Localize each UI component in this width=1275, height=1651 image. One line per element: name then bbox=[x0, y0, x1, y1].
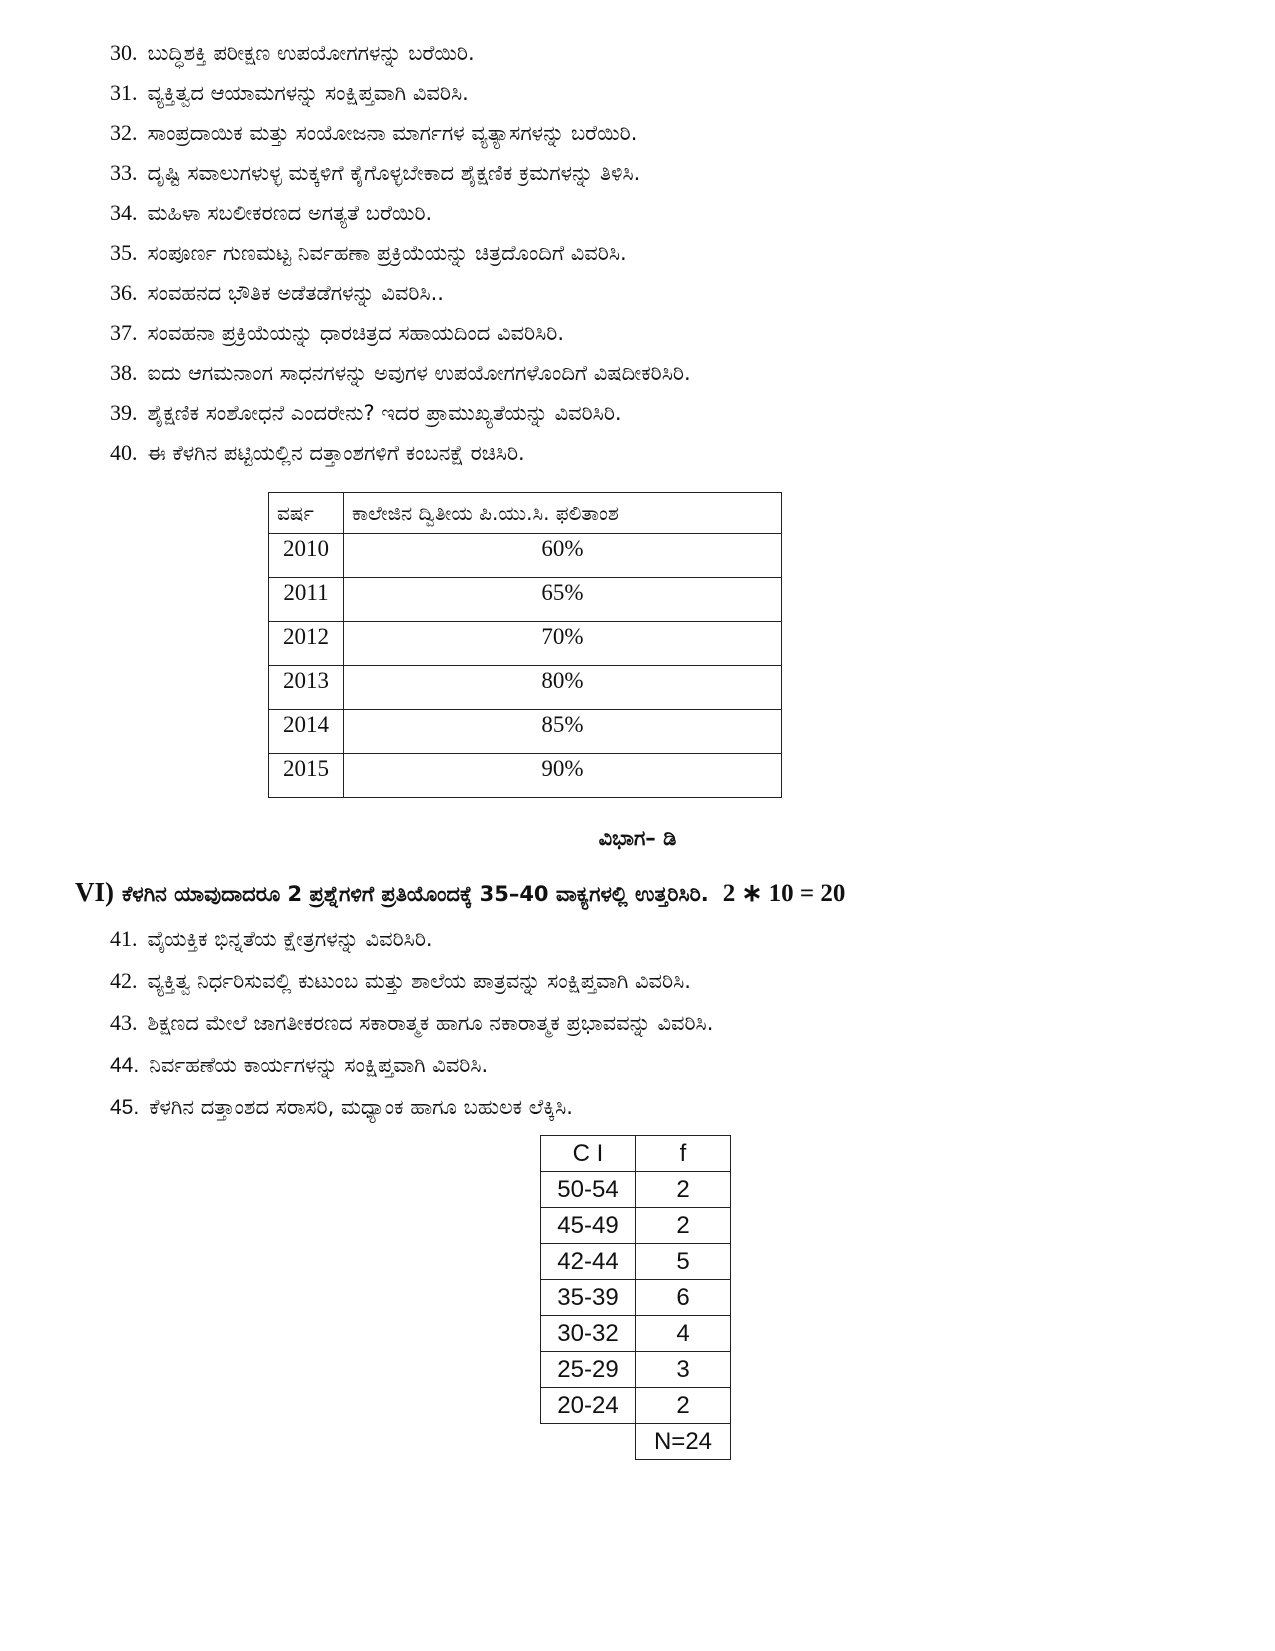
table-row bbox=[269, 666, 782, 710]
table-header-row bbox=[541, 1136, 731, 1172]
question-number: 42. bbox=[110, 968, 138, 993]
blank-cell bbox=[541, 1424, 636, 1460]
header-ci: C I bbox=[541, 1136, 636, 1172]
question-number: 43. bbox=[110, 1010, 138, 1035]
table-header-row bbox=[269, 493, 782, 534]
year-cell: 2011 bbox=[269, 578, 344, 622]
table-row bbox=[541, 1208, 731, 1244]
table-row bbox=[269, 534, 782, 578]
ci-cell: 30-32 bbox=[541, 1316, 636, 1352]
table-row bbox=[269, 578, 782, 622]
ci-cell: 20-24 bbox=[541, 1388, 636, 1424]
section-marks: 2 ∗ 10 = 20 bbox=[722, 880, 846, 907]
question-42 bbox=[110, 966, 691, 996]
table-row bbox=[541, 1352, 731, 1388]
ci-cell: 50-54 bbox=[541, 1172, 636, 1208]
question-text: ಸಂವಹನಾ ಪ್ರಕ್ರಿಯೆಯನ್ನು ಧಾರಚಿತ್ರದ ಸಹಾಯದಿಂದ ವಿವರಿಸಿರಿ. bbox=[147, 321, 565, 345]
result-cell: 85% bbox=[344, 710, 782, 754]
table-row bbox=[541, 1244, 731, 1280]
year-cell: 2010 bbox=[269, 534, 344, 578]
question-text: ಕೆಳಗಿನ ದತ್ತಾಂಶದ ಸರಾಸರಿ, ಮಧ್ಯಾಂಕ ಹಾಗೂ ಬಹುಲಕ ಲೆಕ್ಕಿಸಿ. bbox=[149, 1095, 573, 1119]
f-cell: 2 bbox=[636, 1388, 731, 1424]
question-30 bbox=[110, 38, 475, 68]
header-result: ಕಾಲೇಜಿನ ದ್ವಿತೀಯ ಪಿ.ಯು.ಸಿ. ಫಲಿತಾಂಶ bbox=[344, 493, 782, 534]
question-35 bbox=[110, 238, 627, 268]
question-39 bbox=[110, 398, 622, 428]
year-cell: 2013 bbox=[269, 666, 344, 710]
question-45 bbox=[110, 1092, 573, 1123]
table-row bbox=[541, 1388, 731, 1424]
question-number: 44. bbox=[110, 1054, 140, 1077]
year-cell: 2014 bbox=[269, 710, 344, 754]
question-number: 34. bbox=[110, 200, 138, 225]
question-number: 32. bbox=[110, 120, 138, 145]
question-36 bbox=[110, 278, 444, 308]
question-34 bbox=[110, 198, 432, 228]
table-row bbox=[541, 1280, 731, 1316]
result-cell: 80% bbox=[344, 666, 782, 710]
question-text: ಶಿಕ್ಷಣದ ಮೇಲೆ ಜಾಗತೀಕರಣದ ಸಕಾರಾತ್ಮಕ ಹಾಗೂ ನಕಾರಾತ್ಮಕ ಪ್ರಭಾವವನ್ನು ವಿವರಿಸಿ. bbox=[147, 1011, 714, 1035]
header-f: f bbox=[636, 1136, 731, 1172]
question-number: 38. bbox=[110, 360, 138, 385]
question-text: ವ್ಯಕ್ತಿತ್ವ ನಿರ್ಧರಿಸುವಲ್ಲಿ ಕುಟುಂಬ ಮತ್ತು ಶಾಲೆಯ ಪಾತ್ರವನ್ನು ಸಂಕ್ಷಿಪ್ತವಾಗಿ ವಿವರಿಸಿ. bbox=[147, 969, 691, 993]
result-cell: 60% bbox=[344, 534, 782, 578]
instruction-text: ಕೆಳಗಿನ ಯಾವುದಾದರೂ 2 ಪ್ರಶ್ನೆಗಳಿಗೆ ಪ್ರತಿಯೊಂದಕ್ಕೆ 35–40 ವಾಕ್ಯಗಳಲ್ಲಿ ಉತ್ತರಿಸಿರಿ. bbox=[122, 882, 709, 906]
f-cell: 4 bbox=[636, 1316, 731, 1352]
question-text: ಸಂವಹನದ ಭೌತಿಕ ಅಡೆತಡೆಗಳನ್ನು ವಿವರಿಸಿ.. bbox=[147, 281, 444, 305]
question-number: 35. bbox=[110, 240, 138, 265]
question-number: 30. bbox=[110, 40, 138, 65]
question-38 bbox=[110, 358, 691, 388]
ci-cell: 25-29 bbox=[541, 1352, 636, 1388]
question-44 bbox=[110, 1050, 488, 1081]
question-text: ಐದು ಆಗಮನಾಂಗ ಸಾಧನಗಳನ್ನು ಅವುಗಳ ಉಪಯೋಗಗಳೊಂದಿಗೆ ವಿಷದೀಕರಿಸಿರಿ. bbox=[147, 361, 691, 385]
question-text: ಸಂಪೂರ್ಣ ಗುಣಮಟ್ಟ ನಿರ್ವಹಣಾ ಪ್ರಕ್ರಿಯೆಯನ್ನು ಚಿತ್ರದೊಂದಿಗೆ ವಿವರಿಸಿ. bbox=[147, 241, 627, 265]
f-cell: 6 bbox=[636, 1280, 731, 1316]
question-40 bbox=[110, 438, 525, 468]
f-cell: 3 bbox=[636, 1352, 731, 1388]
header-year: ವರ್ಷ bbox=[269, 493, 344, 534]
results-table bbox=[268, 492, 782, 798]
question-text: ದೃಷ್ಟಿ ಸವಾಲುಗಳುಳ್ಳ ಮಕ್ಕಳಿಗೆ ಕೈಗೊಳ್ಳಬೇಕಾದ ಶೈಕ್ಷಣಿಕ ಕ್ರಮಗಳನ್ನು ತಿಳಿಸಿ. bbox=[147, 161, 641, 185]
question-33 bbox=[110, 158, 640, 188]
result-cell: 65% bbox=[344, 578, 782, 622]
question-text: ಈ ಕೆಳಗಿನ ಪಟ್ಟಿಯಲ್ಲಿನ ದತ್ತಾಂಶಗಳಿಗೆ ಕಂಬನಕ್ಷೆ ರಚಿಸಿರಿ. bbox=[147, 441, 525, 465]
question-32 bbox=[110, 118, 637, 148]
question-number: 36. bbox=[110, 280, 138, 305]
ci-cell: 45-49 bbox=[541, 1208, 636, 1244]
table-row bbox=[541, 1172, 731, 1208]
result-cell: 70% bbox=[344, 622, 782, 666]
question-31 bbox=[110, 78, 469, 108]
total-cell: N=24 bbox=[636, 1424, 731, 1460]
question-41 bbox=[110, 924, 433, 954]
question-text: ಮಹಿಳಾ ಸಬಲೀಕರಣದ ಅಗತ್ಯತೆ ಬರೆಯಿರಿ. bbox=[147, 201, 433, 225]
f-cell: 5 bbox=[636, 1244, 731, 1280]
year-cell: 2015 bbox=[269, 754, 344, 798]
result-cell: 90% bbox=[344, 754, 782, 798]
question-43 bbox=[110, 1008, 713, 1038]
question-text: ವೈಯಕ್ತಿಕ ಭಿನ್ನತೆಯ ಕ್ಷೇತ್ರಗಳನ್ನು ವಿವರಿಸಿರಿ. bbox=[147, 927, 433, 951]
section-roman: VI) bbox=[75, 877, 114, 907]
year-cell: 2012 bbox=[269, 622, 344, 666]
question-number: 33. bbox=[110, 160, 138, 185]
question-text: ಬುದ್ಧಿಶಕ್ತಿ ಪರೀಕ್ಷಣ ಉಪಯೋಗಗಳನ್ನು ಬರೆಯಿರಿ. bbox=[147, 41, 475, 65]
question-text: ಸಾಂಪ್ರದಾಯಿಕ ಮತ್ತು ಸಂಯೋಜನಾ ಮಾರ್ಗಗಳ ವ್ಯತ್ಯಾಸಗಳನ್ನು ಬರೆಯಿರಿ. bbox=[147, 121, 638, 145]
question-number: 39. bbox=[110, 400, 138, 425]
ci-cell: 35-39 bbox=[541, 1280, 636, 1316]
question-number: 37. bbox=[110, 320, 138, 345]
table-total-row bbox=[541, 1424, 731, 1460]
question-number: 41. bbox=[110, 926, 138, 951]
frequency-table bbox=[540, 1135, 731, 1460]
f-cell: 2 bbox=[636, 1172, 731, 1208]
question-text: ವ್ಯಕ್ತಿತ್ವದ ಆಯಾಮಗಳನ್ನು ಸಂಕ್ಷಿಪ್ತವಾಗಿ ವಿವರಿಸಿ. bbox=[147, 81, 469, 105]
ci-cell: 42-44 bbox=[541, 1244, 636, 1280]
table-row bbox=[269, 710, 782, 754]
question-number: 40. bbox=[110, 440, 138, 465]
question-37 bbox=[110, 318, 564, 348]
question-number: 45. bbox=[110, 1096, 140, 1119]
f-cell: 2 bbox=[636, 1208, 731, 1244]
table-row bbox=[269, 622, 782, 666]
question-number: 31. bbox=[110, 80, 138, 105]
question-text: ಶೈಕ್ಷಣಿಕ ಸಂಶೋಧನೆ ಎಂದರೇನು? ಇದರ ಪ್ರಾಮುಖ್ಯತೆಯನ್ನು ವಿವರಿಸಿರಿ. bbox=[147, 401, 622, 425]
question-text: ನಿರ್ವಹಣೆಯ ಕಾರ್ಯಗಳನ್ನು ಸಂಕ್ಷಿಪ್ತವಾಗಿ ವಿವರಿಸಿ. bbox=[149, 1053, 489, 1077]
section-instruction bbox=[75, 877, 845, 908]
table-row bbox=[541, 1316, 731, 1352]
table-row bbox=[269, 754, 782, 798]
section-title: ವಿಭಾಗ– ಡಿ bbox=[598, 826, 677, 850]
